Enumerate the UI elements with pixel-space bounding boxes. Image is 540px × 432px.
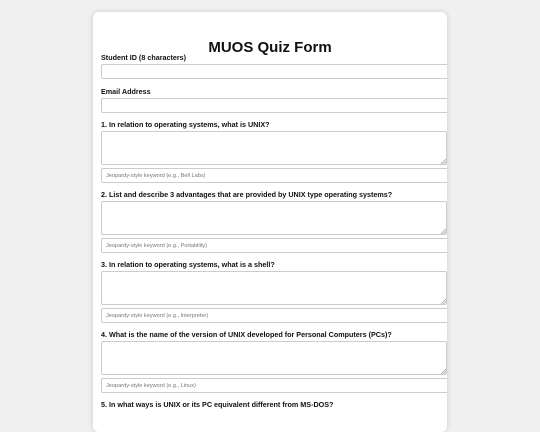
question-4-answer[interactable] — [101, 341, 447, 375]
question-3-label: 3. In relation to operating systems, what is a shell? — [101, 260, 275, 269]
question-4-keyword-input[interactable] — [101, 378, 447, 393]
question-2-answer[interactable] — [101, 201, 447, 235]
question-1-keyword-input[interactable] — [101, 168, 447, 183]
question-3-keyword-input[interactable] — [101, 308, 447, 323]
question-2-keyword-input[interactable] — [101, 238, 447, 253]
question-4-label: 4. What is the name of the version of UNIX developed for Personal Computers (PCs)? — [101, 330, 392, 339]
question-1-label: 1. In relation to operating systems, what is UNIX? — [101, 120, 270, 129]
question-3-answer[interactable] — [101, 271, 447, 305]
student-id-label: Student ID (8 characters) — [101, 53, 187, 62]
question-2-label: 2. List and describe 3 advantages that are provided by UNIX type operating systems? — [101, 190, 393, 199]
question-1-answer[interactable] — [101, 131, 447, 165]
email-input[interactable] — [101, 98, 447, 113]
question-5-label: 5. In what ways is UNIX or its PC equivalent different from MS-DOS? — [101, 400, 334, 409]
resize-grip-icon[interactable] — [440, 368, 446, 374]
resize-grip-icon[interactable] — [440, 158, 446, 164]
resize-grip-icon[interactable] — [440, 298, 446, 304]
quiz-form-card — [93, 12, 447, 432]
email-label: Email Address — [101, 87, 151, 96]
resize-grip-icon[interactable] — [440, 228, 446, 234]
form-title: MUOS Quiz Form — [208, 39, 332, 56]
student-id-input[interactable] — [101, 64, 447, 79]
